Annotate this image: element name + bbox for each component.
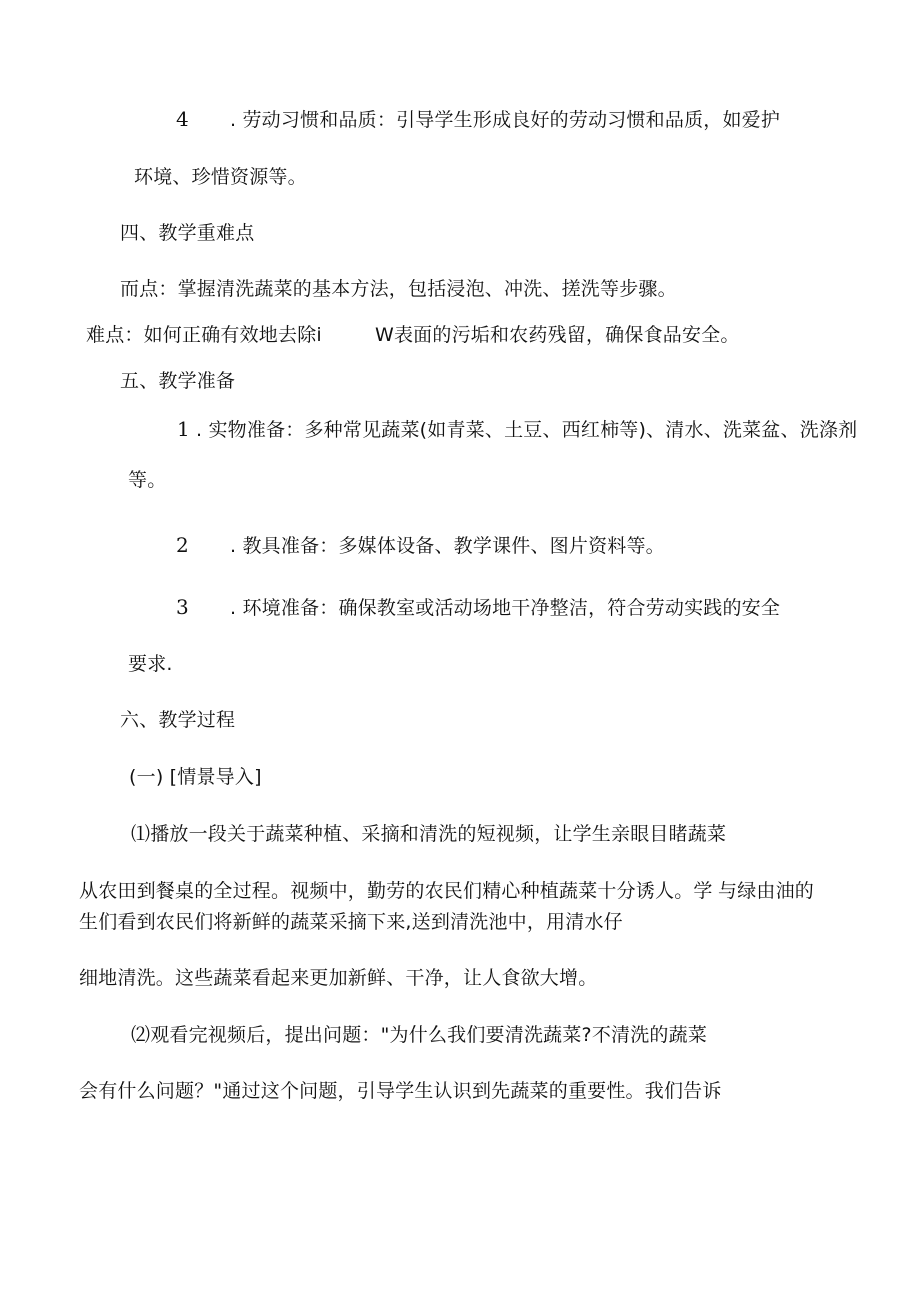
item-4-continuation: 环境、珍惜资源等。: [134, 166, 307, 188]
prep-3-continuation: 要求.: [128, 653, 173, 675]
prep-3-number: 3: [176, 595, 189, 619]
item-4-text: . 劳动习惯和品质：引导学生形成良好的劳动习惯和品质，如爱护: [230, 109, 781, 131]
para-2-line-2: 会有什么问题？"通过这个问题，引导学生认识到先蔬菜的重要性。我们告诉: [79, 1080, 722, 1102]
prep-1-number: 1: [177, 417, 190, 441]
prep-2-number: 2: [176, 533, 189, 557]
para-1-line-2-fragment: 与绿由油的: [718, 880, 815, 902]
prep-3-text: . 环境准备：确保教室或活动场地干净整洁，符合劳动实践的安全: [230, 597, 781, 619]
prep-1-text: . 实物准备：多种常见蔬菜(如青菜、土豆、西红柿等)、清水、洗菜盆、洗涤剂: [196, 419, 858, 441]
item-4-number: 4: [176, 107, 189, 131]
prep-1-continuation: 等。: [128, 469, 167, 491]
section-6-heading: 六、教学过程: [120, 709, 236, 731]
section-5-heading: 五、教学准备: [120, 370, 236, 392]
section-4-heading: 四、教学重难点: [120, 222, 255, 244]
difficult-point-text-a: 难点：如何正确有效地去除i: [86, 324, 322, 346]
subsection-1-heading: (一) [情景导入]: [129, 766, 262, 788]
prep-2-text: . 教具准备：多媒体设备、教学课件、图片资料等。: [230, 535, 665, 557]
key-point-text: 而点：掌握清洗蔬菜的基本方法，包括浸泡、冲洗、搓洗等步骤。: [120, 278, 677, 300]
para-1-line-1: ⑴播放一段关于蔬菜种植、采摘和清洗的短视频，让学生亲眼目睹蔬菜: [131, 823, 727, 845]
difficult-point-text-b: W表面的污垢和农药残留，确保食品安全。: [375, 324, 740, 346]
para-2-line-1: ⑵观看完视频后，提出问题："为什么我们要清洗蔬菜?不清洗的蔬菜: [131, 1024, 708, 1046]
para-1-line-3: 生们看到农民们将新鲜的蔬菜采摘下来,送到清洗池中，用清水仔: [79, 911, 623, 933]
para-1-line-4: 细地清洗。这些蔬菜看起来更加新鲜、干净，让人食欲大增。: [79, 967, 598, 989]
para-1-line-2: 从农田到餐桌的全过程。视频中，勤劳的农民们精心种植蔬菜十分诱人。学: [79, 880, 713, 902]
